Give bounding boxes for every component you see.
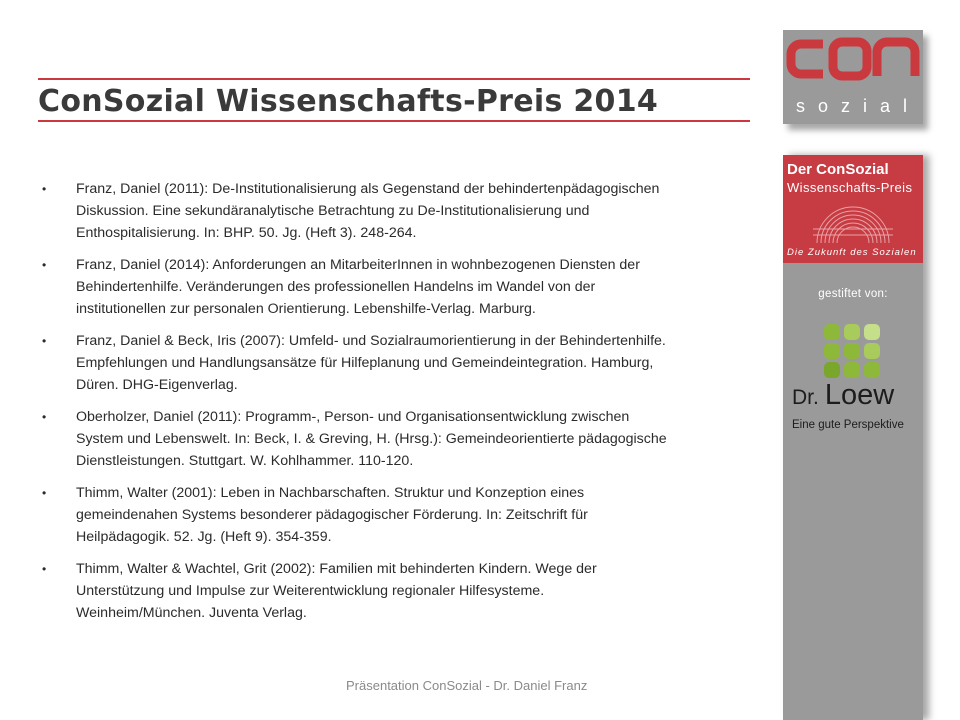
reference-line: Empfehlungen und Handlungsansätze für Hilfeplanung und Gemeindeintegration. Hamburg, (76, 355, 654, 371)
reference-line: Oberholzer, Daniel (2011): Programm-, Person- und Organisationsentwicklung zwischen (76, 409, 630, 425)
sponsor-slogan: Eine gute Perspektive (792, 419, 904, 431)
prize-badge (783, 155, 923, 263)
reference-line: Franz, Daniel (2014): Anforderungen an MitarbeiterInnen in wohnbezogenen Diensten der (76, 257, 640, 273)
bullet-icon: • (42, 562, 47, 576)
bullet-icon: • (42, 182, 47, 196)
sponsor-name: Loew (824, 379, 895, 411)
reference-line: Enthospitalisierung. In: BHP. 50. Jg. (Heft 3). 248-264. (76, 225, 417, 241)
reference-line: Dienstleistungen. Stuttgart. W. Kohlhammer. 110-120. (76, 453, 414, 469)
reference-line: institutionellen zur personalen Orientierung. Lebenshilfe-Verlag. Marburg. (76, 301, 536, 317)
sponsor-label: gestiftet von: (818, 288, 888, 300)
reference-line: Thimm, Walter (2001): Leben in Nachbarschaften. Struktur und Konzeption eines (76, 485, 585, 501)
reference-line: Thimm, Walter & Wachtel, Grit (2002): Familien mit behinderten Kindern. Wege der (76, 561, 597, 577)
title-rule-bottom (38, 120, 750, 122)
reference-line: Behindertenhilfe. Veränderungen des professionellen Handelns im Wandel von der (76, 279, 596, 295)
con-logo-mark (783, 30, 923, 96)
title-rule-top (38, 78, 750, 80)
reference-item (42, 406, 748, 472)
sponsor-wordmark (792, 379, 894, 412)
slide-title: ConSozial Wissenschafts-Preis 2014 (38, 84, 659, 119)
prize-tagline: Die Zukunft des Sozialen (787, 247, 917, 258)
bullet-icon: • (42, 410, 47, 424)
reference-line: Diskussion. Eine sekundäranalytische Betrachtung zu De-Institutionalisierung und (76, 203, 590, 219)
logo-sozial-text: sozial (795, 96, 921, 116)
reference-line: Düren. DHG-Eigenverlag. (76, 377, 238, 393)
reference-line: Heilpädagogik. 52. Jg. (Heft 9). 354-359. (76, 529, 332, 545)
reference-list (42, 178, 748, 634)
reference-item (42, 254, 748, 320)
dr-loew-dots-logo (822, 322, 884, 380)
reference-line: gemeindenahen Systems besonderer pädagogischer Förderung. In: Zeitschrift für (76, 507, 588, 523)
reference-item (42, 178, 748, 244)
reference-line: Franz, Daniel (2011): De-Institutionalisierung als Gegenstand der behindertenpädagogischen (76, 181, 660, 197)
side-panel (783, 155, 923, 720)
reference-item (42, 558, 748, 624)
consozial-logo (783, 30, 923, 124)
reference-line: Weinheim/München. Juventa Verlag. (76, 605, 307, 621)
reference-item (42, 482, 748, 548)
reference-line: Unterstützung und Impulse zur Weiterentwicklung regionaler Hilfesysteme. (76, 583, 545, 599)
bullet-icon: • (42, 334, 47, 348)
sponsor-dr: Dr. (792, 386, 819, 409)
reference-line: System und Lebenswelt. In: Beck, I. & Greving, H. (Hrsg.): Gemeindeorientierte pädagogische (76, 431, 667, 447)
reference-item (42, 330, 748, 396)
bullet-icon: • (42, 486, 47, 500)
reference-line: Franz, Daniel & Beck, Iris (2007): Umfeld- und Sozialraumorientierung in der Behindertenhilfe. (76, 333, 666, 349)
slide-footer: Präsentation ConSozial - Dr. Daniel Franz (346, 678, 588, 693)
prize-title-line2: Wissenschafts-Preis (787, 180, 913, 195)
prize-title-line1: Der ConSozial (787, 161, 889, 178)
bullet-icon: • (42, 258, 47, 272)
